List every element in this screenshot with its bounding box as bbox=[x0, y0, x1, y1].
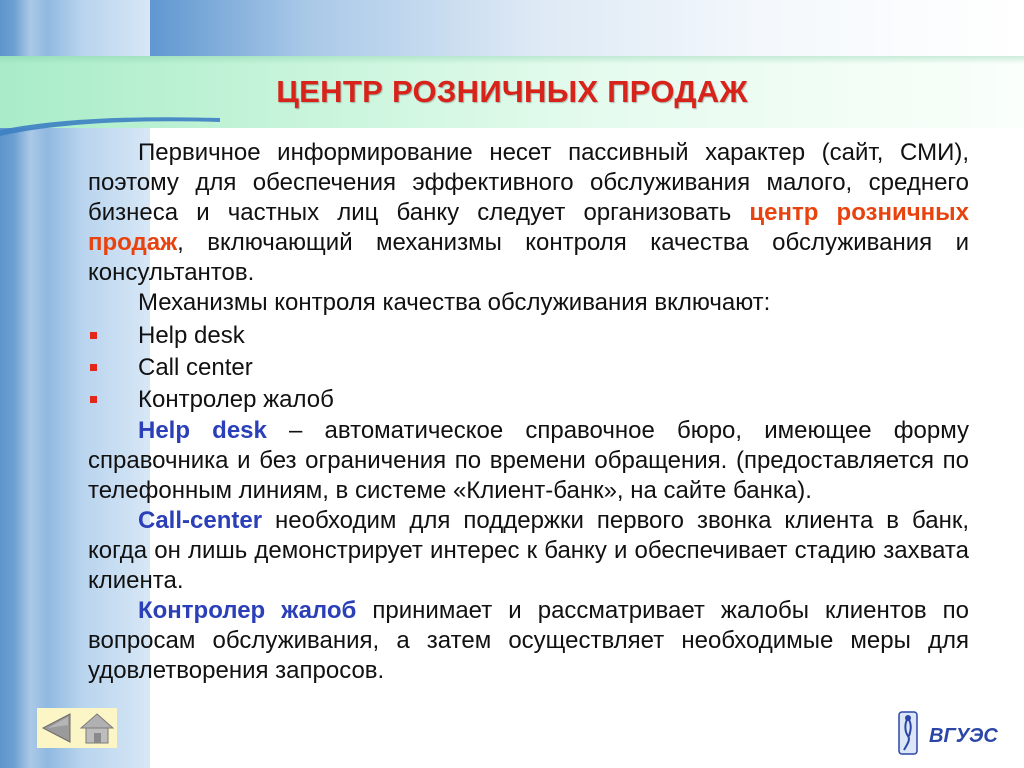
list-item bbox=[88, 352, 969, 384]
list-item-label: Контролер жалоб bbox=[138, 386, 334, 413]
logo-figure-icon bbox=[893, 710, 1013, 756]
navigation-panel bbox=[37, 708, 117, 748]
bullet-square-icon bbox=[90, 364, 97, 371]
university-logo bbox=[893, 710, 1013, 756]
call-center-text: необходим для поддержки первого звонка клиента в банк, когда он лишь демонстрирует интерес к банку и обеспечивает стадию захвата клиента. bbox=[88, 507, 969, 594]
arrow-left-icon[interactable] bbox=[40, 711, 74, 745]
slide-title: ЦЕНТР РОЗНИЧНЫХ ПРОДАЖ bbox=[276, 74, 748, 109]
term-complaints: Контролер жалоб bbox=[138, 597, 357, 624]
help-desk-text: – автоматическое справочное бюро, имеющее форму справочника и без ограничения по времени обращения. (предоставляется по телефонным линиям, в системе «Клиент-банк», на сайте банка). bbox=[88, 417, 969, 504]
intro-text-after: , включающий механизмы контроля качества обслуживания и консультантов. bbox=[88, 229, 969, 286]
list-item bbox=[88, 384, 969, 416]
list-item bbox=[88, 320, 969, 352]
term-help-desk: Help desk bbox=[138, 417, 267, 444]
bullet-square-icon bbox=[90, 396, 97, 403]
home-icon[interactable] bbox=[80, 711, 114, 745]
intro-highlight: центр розничных продаж bbox=[88, 199, 970, 256]
complaints-text: принимает и рассматривает жалобы клиентов по вопросам обслуживания, а затем осуществляет необходимые меры для удовлетворения запросов. bbox=[88, 597, 970, 684]
bullet-square-icon bbox=[90, 332, 97, 339]
paragraph-mechanisms: Механизмы контроля качества обслуживания включают: bbox=[138, 289, 771, 316]
list-item-label: Help desk bbox=[138, 322, 245, 349]
term-call-center: Call-center bbox=[138, 507, 263, 534]
paragraph-complaints bbox=[88, 596, 969, 686]
logo-text: ВГУЭС bbox=[929, 725, 998, 747]
paragraph-call-center bbox=[88, 506, 969, 596]
intro-text-before: Первичное информирование несет пассивный характер (сайт, СМИ), поэтому для обеспечения эффективного обслуживания малого, среднего бизнеса и частных лиц банку следует организовать bbox=[88, 139, 969, 226]
background-top-gradient bbox=[0, 0, 1024, 60]
paragraph-intro bbox=[88, 138, 969, 288]
paragraph-help-desk bbox=[88, 416, 969, 506]
mechanisms-list bbox=[88, 320, 969, 416]
slide-content bbox=[88, 138, 969, 686]
list-item-label: Call center bbox=[138, 354, 253, 381]
